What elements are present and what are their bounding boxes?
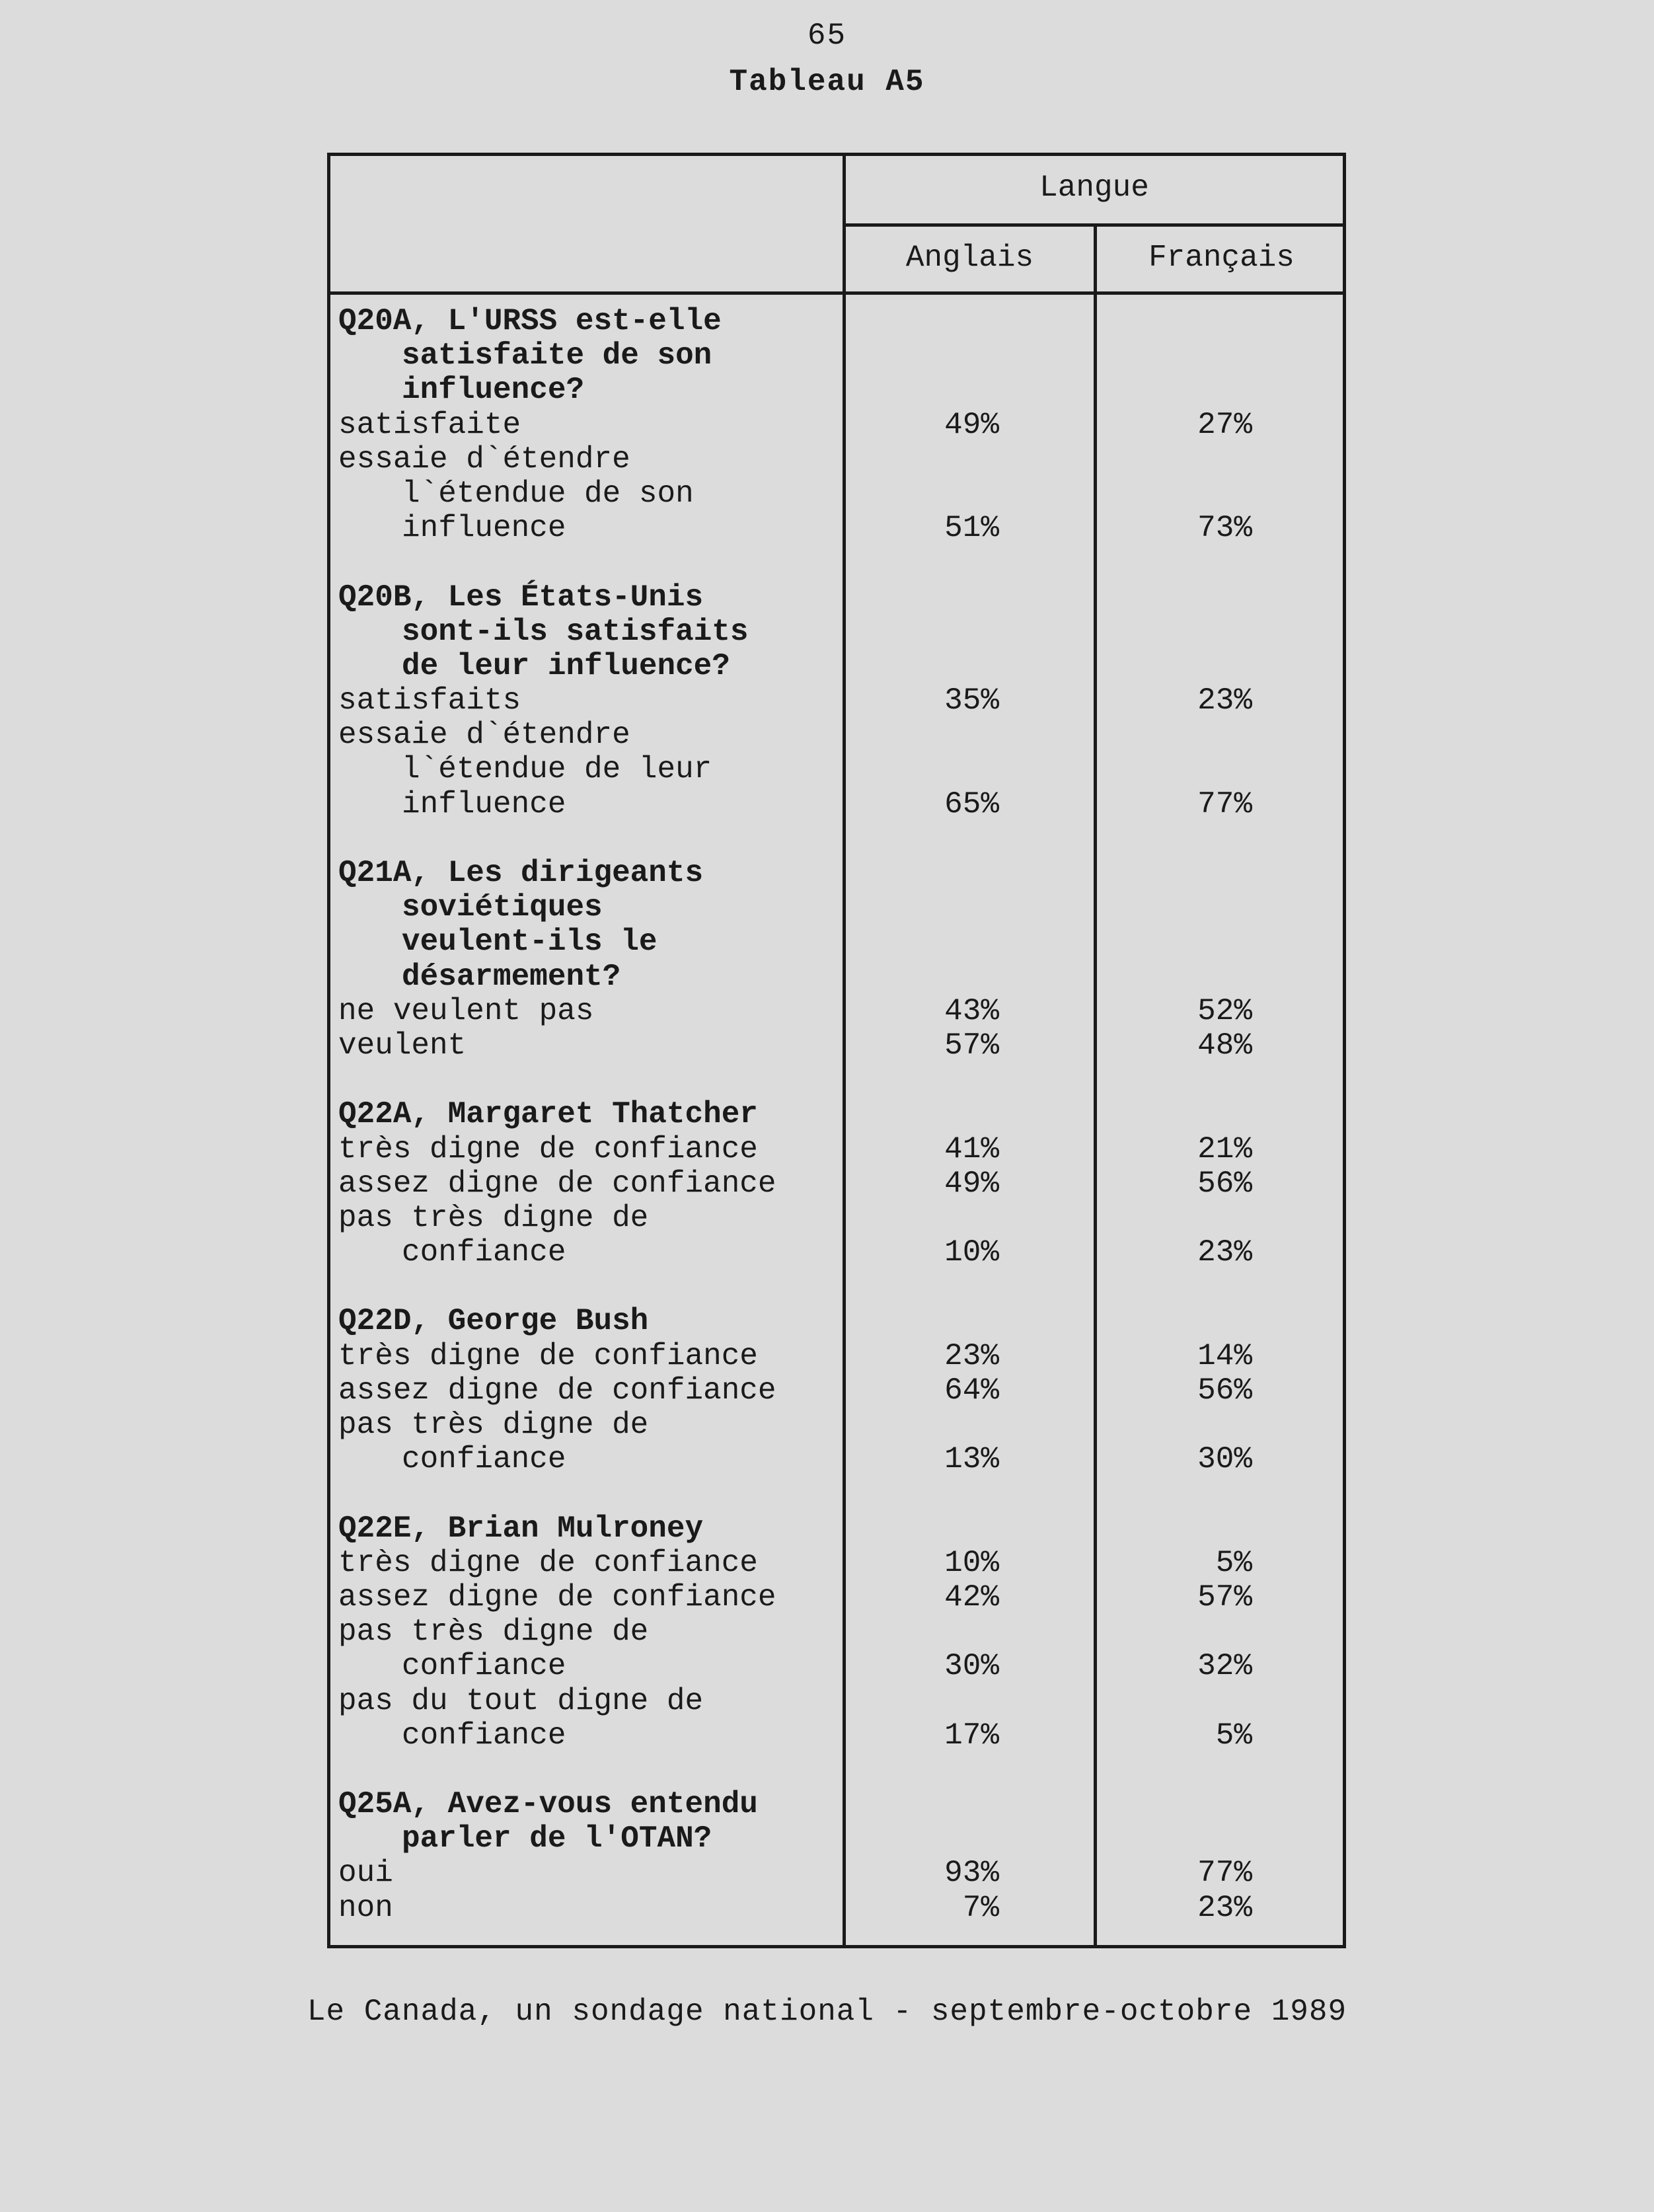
anglais-value: 35% xyxy=(944,683,999,718)
anglais-value xyxy=(846,752,999,786)
anglais-value xyxy=(846,1821,999,1856)
francais-value xyxy=(1097,304,1252,338)
anglais-value: 30% xyxy=(944,1649,999,1684)
francais-value xyxy=(1097,1615,1252,1649)
anglais-value: 41% xyxy=(944,1131,999,1166)
francais-value: 77% xyxy=(1197,1856,1252,1891)
footer-source: Le Canada, un sondage national - septembre-octobre 1989 xyxy=(307,1995,1347,2029)
anglais-value xyxy=(846,580,999,615)
francais-value xyxy=(1097,1201,1252,1235)
francais-value: 48% xyxy=(1197,1028,1252,1063)
anglais-value: 49% xyxy=(944,1166,999,1201)
francais-value xyxy=(1097,477,1252,511)
question-label: désarmement? xyxy=(402,959,621,994)
anglais-value xyxy=(846,1753,999,1787)
anglais-value xyxy=(846,890,999,925)
francais-value xyxy=(1097,1063,1252,1097)
francais-value: 77% xyxy=(1197,786,1252,821)
anglais-value xyxy=(846,338,999,373)
francais-value xyxy=(1097,442,1252,477)
anglais-value xyxy=(846,718,999,752)
anglais-value: 13% xyxy=(944,1442,999,1477)
francais-value: 23% xyxy=(1197,1890,1252,1925)
francais-value: 23% xyxy=(1197,1235,1252,1270)
question-label: Q20B, Les États-Unis xyxy=(338,580,704,615)
francais-value xyxy=(1097,649,1252,683)
anglais-value: 10% xyxy=(944,1235,999,1270)
francais-value: 14% xyxy=(1197,1338,1252,1373)
answer-label: très digne de confiance xyxy=(338,1545,758,1580)
francais-value xyxy=(1097,580,1252,615)
answer-label: confiance xyxy=(402,1718,566,1753)
anglais-value: 17% xyxy=(944,1718,999,1753)
table-title: Tableau A5 xyxy=(729,65,925,99)
anglais-value xyxy=(846,1787,999,1821)
francais-value xyxy=(1097,1787,1252,1821)
answer-label: pas très digne de xyxy=(338,1408,649,1442)
anglais-value xyxy=(846,1304,999,1338)
spacer-row xyxy=(338,545,827,580)
question-label: Q20A, L'URSS est-elle xyxy=(338,304,722,338)
spacer-row xyxy=(338,821,827,856)
anglais-value: 93% xyxy=(944,1856,999,1891)
header-group-langue: Langue xyxy=(1039,171,1149,205)
anglais-value xyxy=(846,373,999,407)
anglais-value: 49% xyxy=(944,407,999,442)
answer-label: assez digne de confiance xyxy=(338,1580,776,1615)
anglais-value xyxy=(846,477,999,511)
answer-label: influence xyxy=(402,511,566,546)
anglais-value: 10% xyxy=(944,1545,999,1580)
spacer-row xyxy=(338,1753,827,1787)
question-label: Q22D, George Bush xyxy=(338,1304,649,1339)
answer-label: satisfaite xyxy=(338,407,521,442)
spacer-row xyxy=(338,1270,827,1304)
answer-label: ne veulent pas xyxy=(338,993,594,1028)
question-label: Q22A, Margaret Thatcher xyxy=(338,1097,758,1132)
anglais-value xyxy=(846,925,999,959)
question-label: Q25A, Avez-vous entendu xyxy=(338,1787,758,1822)
anglais-value: 7% xyxy=(962,1890,999,1925)
anglais-values-column xyxy=(846,304,999,1925)
anglais-value xyxy=(846,1201,999,1235)
header-divider-bottom xyxy=(327,291,1346,295)
answer-label: confiance xyxy=(402,1649,566,1684)
row-labels-column xyxy=(338,304,827,1925)
answer-label: confiance xyxy=(402,1235,566,1270)
anglais-value xyxy=(846,1615,999,1649)
francais-value xyxy=(1097,373,1252,407)
answer-label: assez digne de confiance xyxy=(338,1166,776,1201)
question-label: Q22E, Brian Mulroney xyxy=(338,1511,704,1546)
answer-label: pas du tout digne de xyxy=(338,1683,704,1718)
francais-value: 23% xyxy=(1197,683,1252,718)
question-label: satisfaite de son xyxy=(402,338,712,373)
answer-label: assez digne de confiance xyxy=(338,1373,776,1408)
anglais-value: 42% xyxy=(944,1580,999,1615)
answer-label: pas très digne de xyxy=(338,1200,649,1235)
answer-label: essaie d`étendre xyxy=(338,441,630,477)
answer-label: très digne de confiance xyxy=(338,1131,758,1166)
francais-value xyxy=(1097,1684,1252,1718)
anglais-value xyxy=(846,1511,999,1546)
anglais-value xyxy=(846,821,999,856)
francais-value xyxy=(1097,1304,1252,1338)
francais-value: 30% xyxy=(1197,1442,1252,1477)
francais-value: 32% xyxy=(1197,1649,1252,1684)
anglais-value: 65% xyxy=(944,786,999,821)
francais-value xyxy=(1097,890,1252,925)
anglais-value xyxy=(846,649,999,683)
answer-label: très digne de confiance xyxy=(338,1338,758,1373)
anglais-value xyxy=(846,545,999,580)
anglais-value xyxy=(846,1270,999,1304)
anglais-value xyxy=(846,615,999,649)
answer-label: l`étendue de son xyxy=(402,476,694,511)
anglais-value xyxy=(846,1063,999,1097)
answer-label: satisfaits xyxy=(338,683,521,718)
answer-label: pas très digne de xyxy=(338,1615,649,1650)
francais-value xyxy=(1097,1821,1252,1856)
question-label: parler de l'OTAN? xyxy=(402,1821,712,1856)
answer-label: oui xyxy=(338,1856,393,1891)
francais-value: 5% xyxy=(1215,1718,1252,1753)
answer-label: essaie d`étendre xyxy=(338,718,630,753)
francais-value xyxy=(1097,856,1252,890)
question-label: Q21A, Les dirigeants xyxy=(338,856,704,890)
francais-value xyxy=(1097,925,1252,959)
francais-value xyxy=(1097,960,1252,994)
answer-label: veulent xyxy=(338,1028,467,1063)
anglais-value: 64% xyxy=(944,1373,999,1408)
anglais-value xyxy=(846,1408,999,1442)
francais-value: 21% xyxy=(1197,1131,1252,1166)
francais-value xyxy=(1097,718,1252,752)
anglais-value xyxy=(846,856,999,890)
question-label: veulent-ils le xyxy=(402,925,658,960)
anglais-value: 51% xyxy=(944,511,999,546)
francais-value xyxy=(1097,1097,1252,1131)
anglais-value xyxy=(846,304,999,338)
francais-value: 5% xyxy=(1215,1545,1252,1580)
header-francais: Français xyxy=(1148,241,1295,275)
francais-value xyxy=(1097,1511,1252,1546)
francais-value: 56% xyxy=(1197,1373,1252,1408)
francais-value: 27% xyxy=(1197,407,1252,442)
answer-label: non xyxy=(338,1890,393,1925)
spacer-row xyxy=(338,1063,827,1097)
francais-value xyxy=(1097,545,1252,580)
header-divider-group xyxy=(843,223,1346,227)
question-label: de leur influence? xyxy=(402,648,730,683)
anglais-value xyxy=(846,442,999,477)
francais-value: 56% xyxy=(1197,1166,1252,1201)
anglais-value: 57% xyxy=(944,1028,999,1063)
francais-value xyxy=(1097,1476,1252,1511)
page-number: 65 xyxy=(807,19,847,53)
francais-values-column xyxy=(1097,304,1252,1925)
header-anglais: Anglais xyxy=(905,241,1034,275)
anglais-value: 43% xyxy=(944,993,999,1028)
anglais-value xyxy=(846,1684,999,1718)
francais-value xyxy=(1097,338,1252,373)
francais-value xyxy=(1097,821,1252,856)
spacer-row xyxy=(338,1476,827,1511)
francais-value: 52% xyxy=(1197,993,1252,1028)
anglais-value: 23% xyxy=(944,1338,999,1373)
answer-label: influence xyxy=(402,786,566,821)
question-label: influence? xyxy=(402,373,585,408)
francais-value xyxy=(1097,615,1252,649)
francais-value: 57% xyxy=(1197,1580,1252,1615)
answer-label: l`étendue de leur xyxy=(402,752,712,787)
francais-value: 73% xyxy=(1197,511,1252,546)
francais-value xyxy=(1097,1270,1252,1304)
francais-value xyxy=(1097,752,1252,786)
anglais-value xyxy=(846,1476,999,1511)
answer-label: confiance xyxy=(402,1442,566,1477)
question-label: sont-ils satisfaits xyxy=(402,614,749,649)
francais-value xyxy=(1097,1753,1252,1787)
francais-value xyxy=(1097,1408,1252,1442)
question-label: soviétiques xyxy=(402,890,603,925)
anglais-value xyxy=(846,1097,999,1131)
anglais-value xyxy=(846,960,999,994)
